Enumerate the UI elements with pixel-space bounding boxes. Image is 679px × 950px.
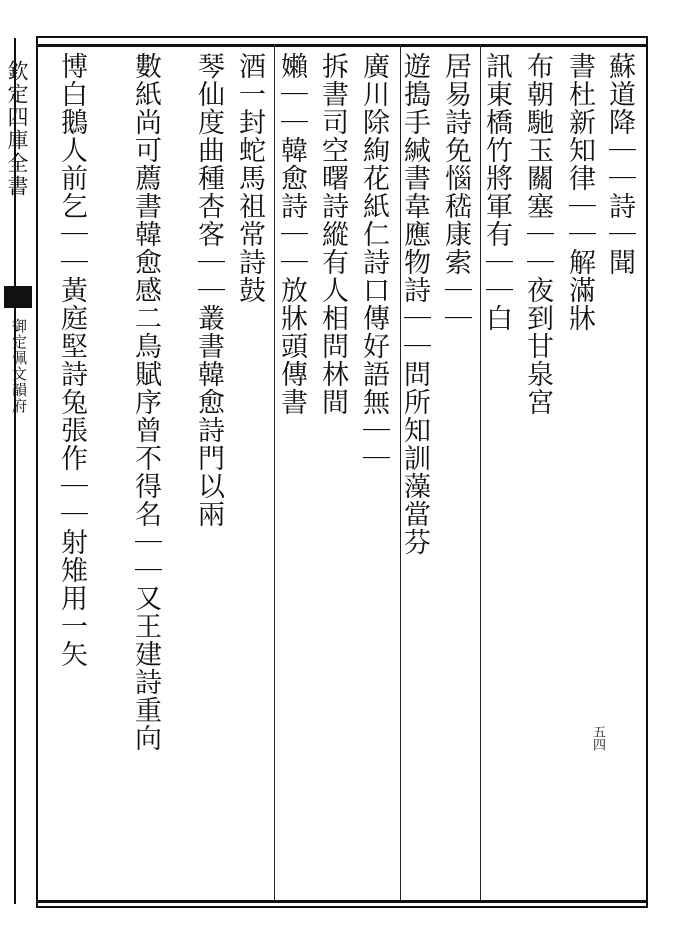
text-column-4: 訊東橋竹將軍有｜｜白	[481, 52, 512, 332]
text-column-6: 遊搗手緘書韋應物詩｜｜問所知訓藻當芬	[399, 52, 430, 556]
book-title: 欽定四庫全書	[5, 60, 29, 198]
text-column-1: 蘇道降｜｜詩｜聞	[604, 52, 635, 276]
text-column-3: 布朝馳玉關塞｜｜夜到甘泉宮	[522, 52, 553, 416]
text-column-2: 書杜新知律｜｜解滿牀	[564, 52, 595, 332]
folio-number: 五四	[590, 725, 605, 751]
frame-bottom-rule	[36, 900, 648, 903]
black-fishtail-mark	[4, 286, 32, 308]
text-column-12: 數紙尚可薦書韓愈感二鳥賦序曾不得名｜｜又王建詩重向	[130, 52, 161, 752]
text-column-5: 居易詩免惱嵇康索｜｜	[440, 52, 471, 332]
text-column-9: 嬾｜｜韓愈詩｜｜放牀頭傳書	[276, 52, 307, 416]
text-column-8: 拆書司空曙詩縱有人相問林間	[317, 52, 348, 416]
column-divider	[274, 44, 275, 900]
text-column-11: 琴仙度曲種杏客｜｜叢書韓愈詩門以兩	[193, 52, 224, 528]
book-subtitle: 御定佩文韻府	[10, 318, 28, 414]
frame-top-rule	[36, 44, 648, 47]
text-column-13: 博白鵝人前乞｜｜黃庭堅詩兔張作｜｜射雉用一矢	[56, 52, 87, 668]
text-column-7: 廣川除絢花紙仁詩口傳好語無｜｜	[358, 52, 389, 472]
text-column-10: 酒一封蛇馬祖常詩鼓	[234, 52, 265, 304]
